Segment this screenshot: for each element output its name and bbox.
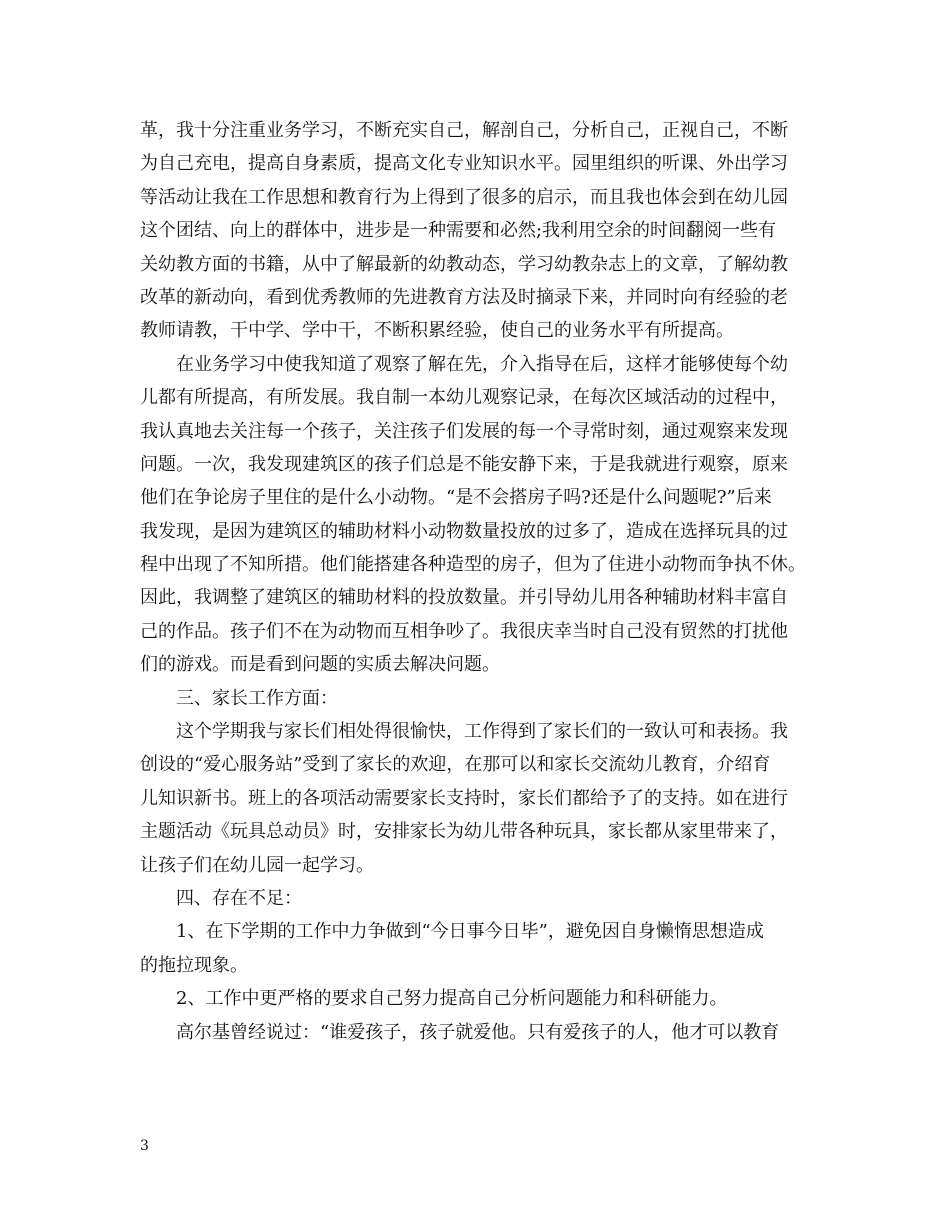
text-line: 等活动让我在工作思想和教育行为上得到了很多的启示，而且我也体会到在幼儿园: [140, 186, 788, 208]
text-line: 为自己充电，提高自身素质，提高文化专业知识水平。园里组织的听课、外出学习: [140, 153, 788, 175]
text-line: 儿知识新书。班上的各项活动需要家长支持时，家长们都给予了的支持。如在进行: [140, 787, 788, 809]
text-line: 主题活动《玩具总动员》时，安排家长为幼儿带各种玩具，家长都从家里带来了，: [140, 821, 788, 843]
text-line: 程中出现了不知所措。他们能搭建各种造型的房子，但为了住进小动物而争执不休。: [140, 554, 806, 576]
text-line: 我发现，是因为建筑区的辅助材料小动物数量投放的过多了，造成在选择玩具的过: [140, 520, 788, 542]
text-line: 四、存在不足：: [140, 887, 302, 909]
text-line: 三、家长工作方面：: [140, 687, 338, 709]
text-line: 让孩子们在幼儿园一起学习。: [140, 854, 374, 876]
text-line: 己的作品。孩子们不在为动物而互相争吵了。我很庆幸当时自己没有贸然的打扰他: [140, 620, 788, 642]
text-line: 这个学期我与家长们相处得很愉快，工作得到了家长们的一致认可和表扬。我: [140, 721, 788, 743]
text-line: 儿都有所提高，有所发展。我自制一本幼儿观察记录，在每次区域活动的过程中，: [140, 387, 788, 409]
page-number: 3: [140, 1138, 149, 1154]
text-line: 教师请教，干中学、学中干，不断积累经验，使自己的业务水平有所提高。: [140, 320, 734, 342]
text-line: 们的游戏。而是看到问题的实质去解决问题。: [140, 654, 500, 676]
text-line: 问题。一次，我发现建筑区的孩子们总是不能安静下来，于是我就进行观察，原来: [140, 453, 788, 475]
text-line: 关幼教方面的书籍，从中了解最新的幼教动态，学习幼教杂志上的文章，了解幼教: [140, 253, 788, 275]
text-line: 的拖拉现象。: [140, 954, 248, 976]
text-line: 这个团结、向上的群体中，进步是一种需要和必然;我利用空余的时间翻阅一些有: [140, 220, 777, 242]
document-body: [140, 114, 830, 1049]
text-line: 他们在争论房子里住的是什么小动物。“是不会搭房子吗?还是什么问题呢?”后来: [140, 487, 772, 509]
text-line: 2、工作中更严格的要求自己努力提高自己分析问题能力和科研能力。: [140, 988, 728, 1010]
text-line: 改革的新动向，看到优秀教师的先进教育方法及时摘录下来，并同时向有经验的老: [140, 286, 788, 308]
text-line: 因此，我调整了建筑区的辅助材料的投放数量。并引导幼儿用各种辅助材料丰富自: [140, 587, 788, 609]
text-line: 在业务学习中使我知道了观察了解在先，介入指导在后，这样才能够使每个幼: [140, 353, 788, 375]
text-line: 我认真地去关注每一个孩子，关注孩子们发展的每一个寻常时刻，通过观察来发现: [140, 420, 788, 442]
text-line: 创设的“爱心服务站”受到了家长的欢迎，在那可以和家长交流幼儿教育，介绍育: [140, 754, 771, 776]
text-line: 1、在下学期的工作中力争做到“今日事今日毕”，避免因自身懒惰思想造成: [140, 921, 764, 943]
text-line: 高尔基曾经说过：“谁爱孩子，孩子就爱他。只有爱孩子的人，他才可以教育: [140, 1021, 780, 1043]
text-line: 革，我十分注重业务学习，不断充实自己，解剖自己，分析自己，正视自己，不断: [140, 120, 788, 141]
